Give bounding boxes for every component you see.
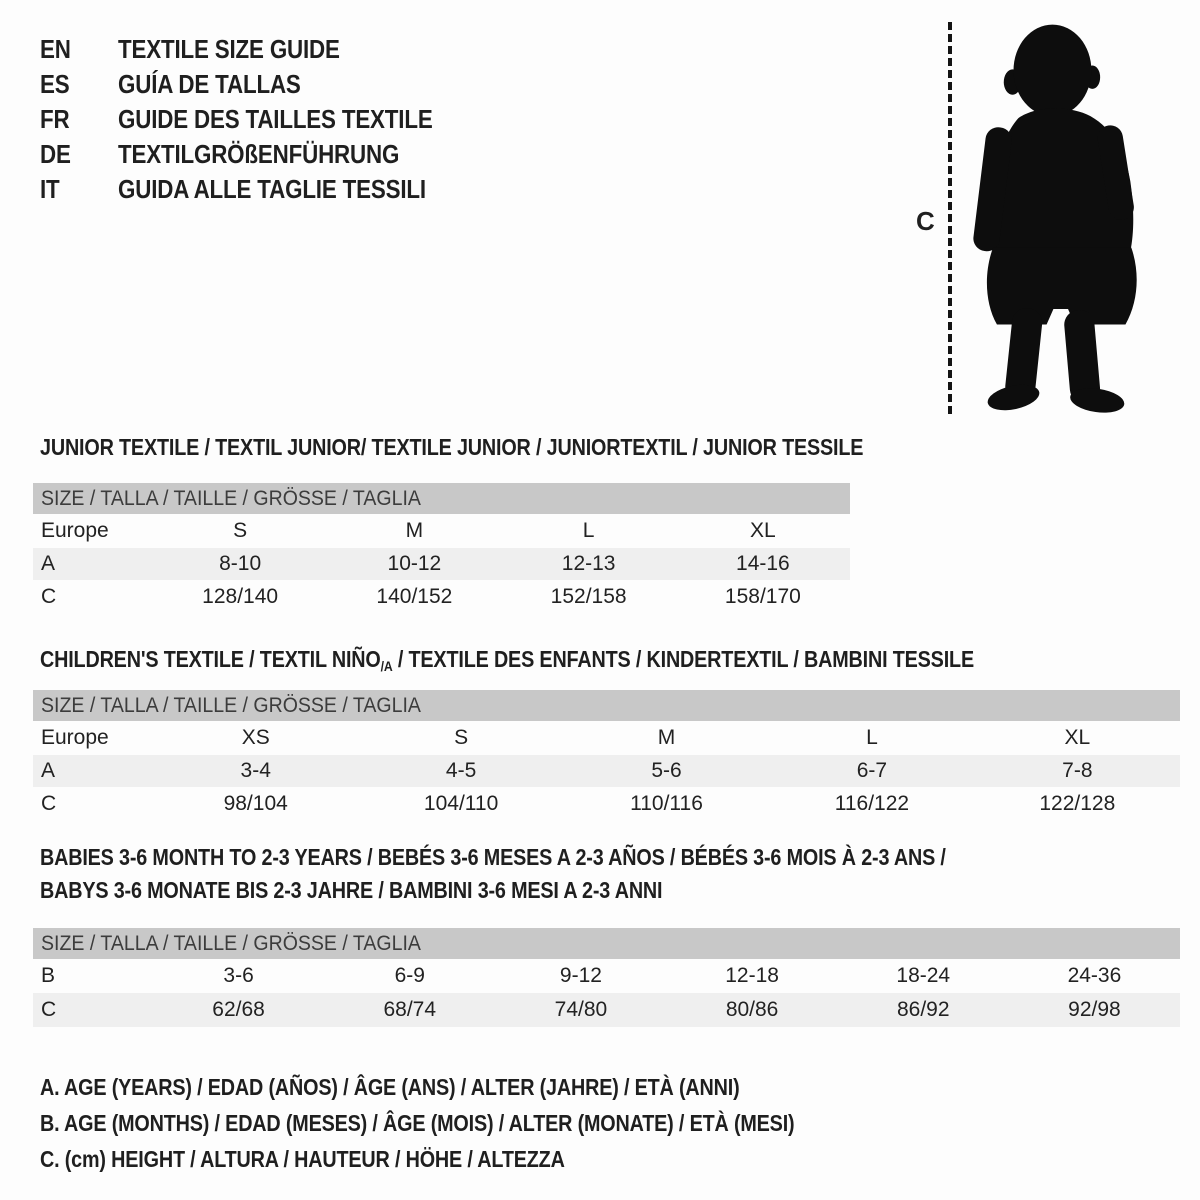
lang-code-en xyxy=(40,34,118,65)
babies-months-4: 12-18 xyxy=(725,964,779,987)
legend-line-b-text: B. AGE (MONTHS) / EDAD (MESES) / ÂGE (MOIS) / ALTER (MONATE) / ETÀ (MESI) xyxy=(40,1109,795,1136)
babies-row-height xyxy=(33,993,1180,1027)
lang-title-fr xyxy=(118,104,484,135)
lang-row-es xyxy=(40,67,484,102)
babies-row-height-label: C xyxy=(41,998,57,1021)
lang-code-es-text: ES xyxy=(40,69,70,99)
children-age-m: 5-6 xyxy=(651,759,682,782)
babies-height-4: 80/86 xyxy=(725,998,779,1021)
children-age-xs: 3-4 xyxy=(240,759,271,782)
height-measure-label: C xyxy=(916,206,935,236)
children-section-title-text xyxy=(40,644,974,678)
babies-row-months-label: B xyxy=(41,964,56,987)
language-title-list xyxy=(40,32,484,207)
lang-row-fr xyxy=(40,102,484,137)
junior-age-xl: 14-16 xyxy=(736,552,790,575)
babies-row-months xyxy=(33,959,1180,993)
children-europe-xs: XS xyxy=(241,726,270,749)
babies-title-line2: BABYS 3-6 MONATE BIS 2-3 JAHRE / BAMBINI 3-6 MESI A 2-3 ANNI xyxy=(40,877,663,903)
lang-row-it xyxy=(40,172,484,207)
measurement-legend xyxy=(40,1069,917,1177)
babies-height-1: 62/68 xyxy=(212,998,265,1021)
lang-title-it-text: GUIDA ALLE TAGLIE TESSILI xyxy=(118,174,426,204)
baby-silhouette xyxy=(958,15,1143,415)
babies-months-6: 24-36 xyxy=(1067,964,1122,987)
junior-height-s: 128/140 xyxy=(202,585,279,608)
lang-title-it xyxy=(118,174,476,205)
legend-line-a xyxy=(40,1069,917,1105)
children-europe-m: M xyxy=(657,726,676,749)
lang-title-es-text: GUÍA DE TALLAS xyxy=(118,69,301,99)
junior-row-europe xyxy=(33,514,850,548)
children-row-age-label: A xyxy=(41,759,56,782)
lang-title-en-text: TEXTILE SIZE GUIDE xyxy=(118,34,340,64)
lang-title-de xyxy=(118,139,445,170)
babies-height-6: 92/98 xyxy=(1068,998,1121,1021)
junior-row-age-label: A xyxy=(41,552,56,575)
lang-row-de xyxy=(40,137,484,172)
height-measure-dashed-line xyxy=(948,22,952,414)
children-europe-s: S xyxy=(454,726,469,749)
babies-title-line1: BABIES 3-6 MONTH TO 2-3 YEARS / BEBÉS 3-6 MESES A 2-3 AÑOS / BÉBÉS 3-6 MOIS À 2-3 ANS / xyxy=(40,844,946,870)
lang-title-fr-text: GUIDE DES TAILLES TEXTILE xyxy=(118,104,433,134)
junior-row-height xyxy=(33,580,850,614)
children-size-header-bar xyxy=(33,690,1180,721)
lang-title-en xyxy=(118,34,376,65)
lang-code-de-text: DE xyxy=(40,139,71,169)
junior-europe-m: M xyxy=(405,519,424,542)
junior-size-table xyxy=(33,483,850,614)
legend-line-a-text: A. AGE (YEARS) / EDAD (AÑOS) / ÂGE (ANS) / ALTER (JAHRE) / ETÀ (ANNI) xyxy=(40,1073,740,1100)
children-height-m: 110/116 xyxy=(630,792,703,815)
junior-age-s: 8-10 xyxy=(219,552,262,575)
children-height-xl: 122/128 xyxy=(1039,792,1116,815)
junior-age-m: 10-12 xyxy=(387,552,442,575)
babies-size-header-text: SIZE / TALLA / TAILLE / GRÖSSE / TAGLIA xyxy=(41,931,421,955)
babies-section-title xyxy=(40,841,1093,907)
babies-months-5: 18-24 xyxy=(896,964,951,987)
lang-code-en-text: EN xyxy=(40,34,71,64)
children-age-xl: 7-8 xyxy=(1062,759,1093,782)
junior-row-europe-label: Europe xyxy=(41,519,109,542)
babies-size-header-bar xyxy=(33,928,1180,959)
junior-row-height-label: C xyxy=(41,585,57,608)
junior-section-title xyxy=(40,432,997,462)
children-europe-l: L xyxy=(866,726,878,749)
children-height-s: 104/110 xyxy=(423,792,499,815)
lang-row-en xyxy=(40,32,484,67)
children-title-sub: /A xyxy=(380,658,393,675)
children-title-pre: CHILDREN'S TEXTILE / TEXTIL NIÑO xyxy=(40,646,381,672)
children-title-post: / TEXTILE DES ENFANTS / KINDERTEXTIL / BAMBINI TESSILE xyxy=(392,646,974,672)
lang-code-fr xyxy=(40,104,118,135)
lang-code-de xyxy=(40,139,118,170)
children-age-s: 4-5 xyxy=(445,759,477,782)
babies-height-5: 86/92 xyxy=(896,998,950,1021)
junior-size-header-text: SIZE / TALLA / TAILLE / GRÖSSE / TAGLIA xyxy=(41,486,421,510)
junior-row-age xyxy=(33,548,850,580)
lang-code-it xyxy=(40,174,118,205)
lang-code-es xyxy=(40,69,118,100)
lang-code-fr-text: FR xyxy=(40,104,70,134)
children-height-xs: 98/104 xyxy=(223,792,288,815)
junior-europe-l: L xyxy=(582,519,595,542)
children-section-title xyxy=(40,644,1126,678)
lang-code-it-text: IT xyxy=(40,174,60,204)
children-row-height xyxy=(33,787,1180,821)
babies-months-1: 3-6 xyxy=(223,964,254,987)
babies-months-2: 6-9 xyxy=(394,964,425,987)
legend-line-c xyxy=(40,1141,917,1177)
baby-silhouette-svg xyxy=(958,15,1143,415)
children-row-europe-label: Europe xyxy=(41,726,109,749)
junior-height-l: 152/158 xyxy=(550,585,627,608)
children-age-l: 6-7 xyxy=(856,759,888,782)
junior-age-l: 12-13 xyxy=(561,552,616,575)
children-height-l: 116/122 xyxy=(834,792,910,815)
lang-title-de-text: TEXTILGRÖßENFÜHRUNG xyxy=(118,139,400,169)
babies-height-3: 74/80 xyxy=(554,998,608,1021)
legend-line-c-text: C. (cm) HEIGHT / ALTURA / HAUTEUR / HÖHE / ALTEZZA xyxy=(40,1145,565,1172)
junior-europe-xl: XL xyxy=(750,519,776,542)
junior-section-title-text: JUNIOR TEXTILE / TEXTIL JUNIOR/ TEXTILE JUNIOR / JUNIORTEXTIL / JUNIOR TESSILE xyxy=(40,434,864,460)
babies-months-3: 9-12 xyxy=(559,964,602,987)
children-size-table xyxy=(33,690,1180,821)
junior-height-xl: 158/170 xyxy=(724,585,801,608)
children-row-height-label: C xyxy=(41,792,57,815)
junior-europe-s: S xyxy=(233,519,248,542)
children-row-europe xyxy=(33,721,1180,755)
children-europe-xl: XL xyxy=(1064,726,1091,749)
legend-line-b xyxy=(40,1105,917,1141)
children-size-header-text: SIZE / TALLA / TAILLE / GRÖSSE / TAGLIA xyxy=(41,693,421,717)
junior-size-header-bar xyxy=(33,483,850,514)
children-row-age xyxy=(33,755,1180,787)
babies-size-table xyxy=(33,928,1180,1027)
junior-height-m: 140/152 xyxy=(376,585,453,608)
lang-title-es xyxy=(118,69,330,100)
babies-height-2: 68/74 xyxy=(383,998,437,1021)
